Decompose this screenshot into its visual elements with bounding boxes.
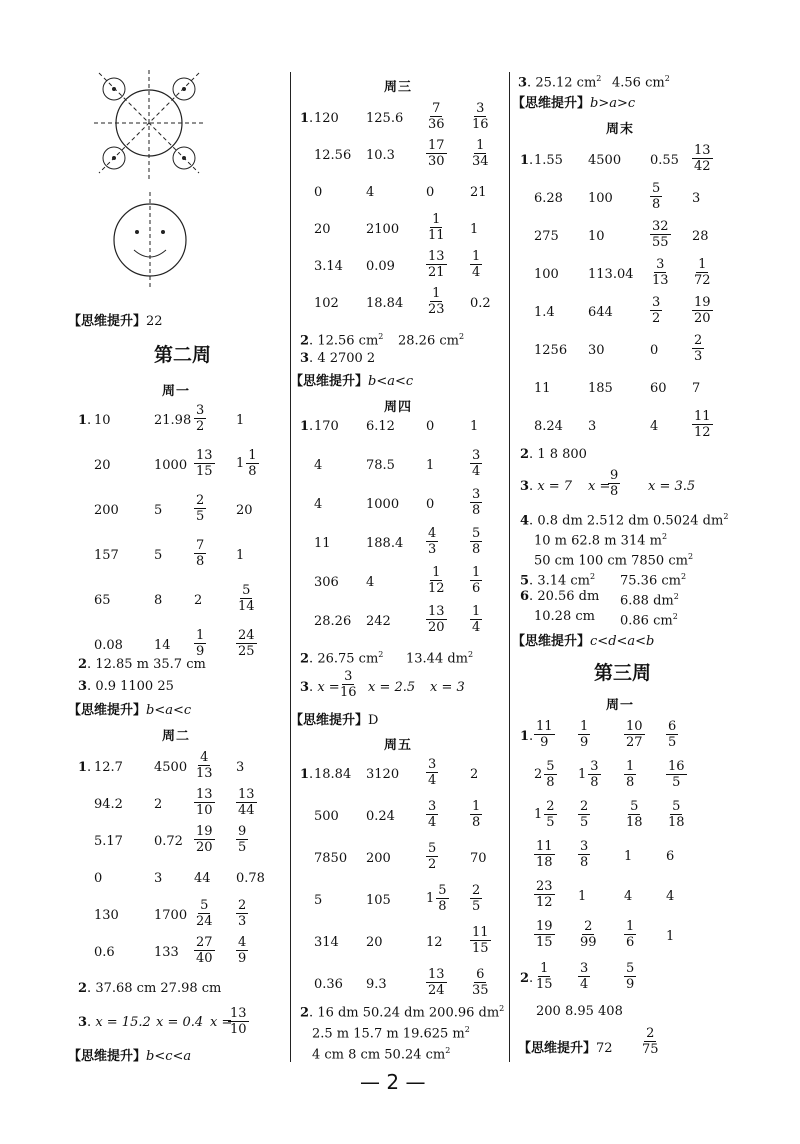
w2d4-cell: 1 [426, 458, 435, 473]
w3d1-cell: $\frac{10}{27}$ [626, 719, 643, 750]
w2d2-cell: 3 [236, 760, 245, 775]
w2d1-cell: 10 [94, 413, 111, 428]
w2d4-cell: 4 [314, 497, 323, 512]
day-weekend: 周末 [606, 122, 635, 137]
we-q5: 5. 3.14 $cm^2$ [520, 572, 596, 589]
w3d1-cell: $\frac{3}{8}$ [580, 839, 589, 870]
w2d3-cell: 1 [470, 222, 479, 237]
w2d5-cell: 1 5 8 [426, 883, 447, 914]
w2d4-cell: 242 [366, 614, 391, 629]
thinking-boost-8: 【思维提升】72 [518, 1041, 613, 1056]
w2d5-cell: $\frac{3}{4}$ [428, 799, 437, 830]
day-tuesday: 周二 [162, 729, 191, 744]
w2d2-q2: 2. 37.68 cm 27.98 cm [78, 981, 222, 996]
we-q2: 2. 1 8 800 [520, 447, 587, 462]
we-q6b: 6.88 $dm^2$ [620, 592, 679, 609]
w3d1-cell: $\frac{5}{18}$ [626, 799, 643, 830]
wkend-cell: 28 [692, 229, 709, 244]
w2d1-cell: 1000 [154, 458, 188, 473]
w2d1-cell: 2 [194, 593, 203, 608]
w2d4-cell: 11 [314, 536, 331, 551]
w2d3-cell: 0 [314, 185, 323, 200]
w2d1-cell: 0.08 [94, 638, 123, 653]
wkend-cell: $\frac{13}{42}$ [694, 143, 711, 174]
w2d1-cell: 65 [94, 593, 111, 608]
w2d4-cell: 6.12 [366, 419, 395, 434]
w2d1-cell: $\frac{7}{8}$ [196, 538, 205, 569]
w3-q2-frac: $\frac{1}{15}$ [536, 961, 553, 992]
w3d1-cell: 1 [578, 889, 587, 904]
w3-q2-line2: 200 8.95 408 [536, 1004, 623, 1019]
wkend-cell: $\frac{19}{20}$ [694, 295, 711, 326]
w2d1-cell: $\frac{2}{5}$ [196, 493, 205, 524]
w2d4-cell: $\frac{3}{8}$ [472, 487, 481, 518]
w2d1-cell: 21.98 [154, 413, 192, 428]
w2d5-cell: 70 [470, 851, 487, 866]
w2d1-q1-label: 1. [78, 413, 92, 428]
circle-symmetry-diagram [94, 70, 204, 185]
we-q6c: 10.28 cm [534, 609, 595, 624]
wkend-cell: 7 [692, 381, 701, 396]
w2d5-cell: $\frac{2}{5}$ [472, 883, 481, 914]
wkend-cell: 11 [534, 381, 551, 396]
w2d1-cell: 200 [94, 503, 119, 518]
w2d4-cell: 28.26 [314, 614, 352, 629]
wkend-cell: 4 [650, 419, 659, 434]
w2d1-cell: 157 [94, 548, 119, 563]
w3d1-cell: $\frac{23}{12}$ [536, 879, 553, 910]
w2d5-cell: $\frac{3}{4}$ [428, 757, 437, 788]
w2d4-q3b: x = 2.5 [368, 680, 416, 695]
w2d3-cell: 102 [314, 296, 339, 311]
we-q5b: 75.36 $cm^2$ [620, 572, 687, 589]
w2d4-cell: $\frac{13}{20}$ [428, 604, 445, 635]
w2d3-cell: 4 [366, 185, 375, 200]
wkend-cell: 3 [692, 191, 701, 206]
wkend-cell: 1.55 [534, 153, 563, 168]
w2d1-cell: 1 [236, 413, 245, 428]
w2d3-cell: 125.6 [366, 111, 404, 126]
w2d5-cell: 12 [426, 935, 443, 950]
week-2-title: 第二周 [154, 344, 212, 366]
w2d5-cell: $\frac{5}{2}$ [428, 841, 437, 872]
w2d5-q2-l3: 4 cm 8 cm 50.24 $cm^2$ [312, 1046, 451, 1063]
wkend-cell: 113.04 [588, 267, 634, 282]
w2d2-cell: $\frac{19}{20}$ [196, 824, 213, 855]
we-q3a: 3. x = 7 [520, 479, 573, 494]
w3d1-cell: $\frac{2}{99}$ [580, 919, 597, 950]
w2d2-cell: 133 [154, 945, 179, 960]
w2d5-q2-l2: 2.5 m 15.7 m 19.625 $m^2$ [312, 1025, 470, 1042]
wkend-cell: 100 [534, 267, 559, 282]
w2d3-q1-label: 1. [300, 111, 314, 126]
w2d1-cell: 20 [94, 458, 111, 473]
w3d1-cell: 2 5 8 [534, 759, 555, 790]
w2d4-cell: 78.5 [366, 458, 395, 473]
w2d3-cell: 21 [470, 185, 487, 200]
w2d2-cell: 1700 [154, 908, 188, 923]
w2d4-cell: 188.4 [366, 536, 404, 551]
wkend-cell: 4500 [588, 153, 622, 168]
w2d2-cell: $\frac{4}{13}$ [196, 750, 213, 781]
w2d3-cell: $\frac{17}{30}$ [428, 138, 445, 169]
w2d2-cell: 5.17 [94, 834, 123, 849]
w2d5-cell: 18.84 [314, 767, 352, 782]
w2d4-cell: $\frac{1}{6}$ [472, 565, 481, 596]
w2d5-cell: 0.24 [366, 809, 395, 824]
w2d5-q1-label: 1. [300, 767, 314, 782]
w2d2-q3c-frac: $\frac{13}{10}$ [230, 1006, 247, 1037]
w2d5-cell: $\frac{6}{35}$ [472, 967, 489, 998]
wkend-cell: 644 [588, 305, 613, 320]
w3d1-cell: 1 2 5 [534, 799, 555, 830]
w3d1-cell: 4 [666, 889, 675, 904]
thinking-boost-5: 【思维提升】D [290, 713, 379, 728]
w3d1-cell: $\frac{11}{18}$ [536, 839, 553, 870]
w3d1-cell: $\frac{1}{6}$ [626, 919, 635, 950]
w3d1-cell: 1 3 8 [578, 759, 599, 790]
w2d3-q2: 2. 12.56 $cm^2$ [300, 332, 384, 349]
we-q6d: 0.86 $cm^2$ [620, 612, 678, 629]
w2d3-cell: $\frac{3}{16}$ [472, 101, 489, 132]
top-q3: 3. 25.12 $cm^2$ [518, 74, 602, 91]
w2d1-cell: 14 [154, 638, 171, 653]
week-3-title: 第三周 [594, 662, 652, 684]
w3d1-cell: $\frac{5}{18}$ [668, 799, 685, 830]
thinking-boost-6: 【思维提升】b>a>c [512, 96, 636, 111]
w2d4-cell: 4 [314, 458, 323, 473]
w2d3-cell: 120 [314, 111, 339, 126]
w2d1-cell: 20 [236, 503, 253, 518]
w2d3-cell: $\frac{1}{34}$ [472, 138, 489, 169]
w3-q2-frac: $\frac{5}{9}$ [626, 961, 635, 992]
w3d1-cell: 1 [666, 929, 675, 944]
w2d1-cell: 8 [154, 593, 163, 608]
w2d1-cell: $\frac{24}{25}$ [238, 628, 255, 659]
w2d5-q2-l1: 2. 16 dm 50.24 dm 200.96 $dm^2$ [300, 1004, 505, 1021]
we-q4-l1: 4. 0.8 dm 2.512 dm 0.5024 $dm^2$ [520, 512, 729, 529]
w2d2-cell: $\frac{4}{9}$ [238, 935, 247, 966]
day-monday: 周一 [162, 384, 191, 399]
w3-q2-frac: $\frac{3}{4}$ [580, 961, 589, 992]
w2d3-cell: 3.14 [314, 259, 343, 274]
w2d3-q3: 3. 4 2700 2 [300, 351, 376, 366]
thinking-boost-1: 【思维提升】22 [68, 314, 163, 329]
wkend-cell: $\frac{11}{12}$ [694, 409, 711, 440]
w2d2-cell: $\frac{2}{3}$ [238, 898, 247, 929]
wkend-cell: $\frac{32}{55}$ [652, 219, 669, 250]
w2d4-cell: $\frac{1}{4}$ [472, 604, 481, 635]
w2d4-cell: 4 [366, 575, 375, 590]
w3d1-cell: 1 [624, 849, 633, 864]
wkend-cell: $\frac{1}{72}$ [694, 257, 711, 288]
w2d3-cell: 10.3 [366, 148, 395, 163]
wkend-cell: 100 [588, 191, 613, 206]
w2d3-cell: 0 [426, 185, 435, 200]
w2d5-cell: $\frac{13}{24}$ [428, 967, 445, 998]
w3-q2-label: 2. [520, 971, 534, 986]
w2d3-cell: 12.56 [314, 148, 352, 163]
w2d4-q3c: x = 3 [430, 680, 465, 695]
wkend-cell: $\frac{3}{2}$ [652, 295, 661, 326]
w2d2-cell: 0 [94, 871, 103, 886]
thinking-boost-7: 【思维提升】c<d<a<b [512, 634, 655, 649]
w2d2-cell: 0.72 [154, 834, 183, 849]
w2d1-q2: 2. 12.85 m 35.7 cm [78, 657, 206, 672]
w2d3-cell: $\frac{1}{23}$ [428, 286, 445, 317]
w3-day-monday: 周一 [606, 698, 635, 713]
column-divider-1 [290, 72, 291, 1062]
w2d4-q3a: 3. x = [300, 680, 340, 695]
wkend-cell: 3 [588, 419, 597, 434]
w2d4-cell: $\frac{4}{3}$ [428, 526, 437, 557]
w2d4-cell: 170 [314, 419, 339, 434]
wkend-cell: 0 [650, 343, 659, 358]
w2d4-q2b: 13.44 $dm^2$ [406, 650, 474, 667]
column-divider-2 [509, 72, 510, 1062]
we-q6: 6. 20.56 dm [520, 589, 600, 604]
wkend-cell: 1.4 [534, 305, 555, 320]
w2d5-cell: 20 [366, 935, 383, 950]
wkend-cell: 0.55 [650, 153, 679, 168]
wkend-cell: 30 [588, 343, 605, 358]
wkend-cell: 60 [650, 381, 667, 396]
w2d2-q3b: x = 0.4 [156, 1015, 204, 1030]
w2d2-cell: 2 [154, 797, 163, 812]
w2d2-cell: 44 [194, 871, 211, 886]
w3d1-cell: 4 [624, 889, 633, 904]
w2d4-cell: 306 [314, 575, 339, 590]
w2d4-q3a-frac: $\frac{3}{16}$ [340, 669, 357, 700]
wkend-cell: $\frac{5}{8}$ [652, 181, 661, 212]
smiley-face-diagram [100, 190, 200, 290]
wkend-cell: 275 [534, 229, 559, 244]
w2d2-cell: $\frac{13}{10}$ [196, 787, 213, 818]
w2d3-cell: 0.2 [470, 296, 491, 311]
w2d5-cell: 200 [366, 851, 391, 866]
w2d3-q2b: 28.26 $cm^2$ [398, 332, 465, 349]
w2d3-cell: 18.84 [366, 296, 404, 311]
w2d1-cell: 5 [154, 503, 163, 518]
wkend-cell: 185 [588, 381, 613, 396]
w2d1-cell: 1 [236, 548, 245, 563]
we-q3b: x = [588, 479, 611, 494]
w2d5-cell: 314 [314, 935, 339, 950]
w2d5-cell: 500 [314, 809, 339, 824]
w3d1-cell: 6 [666, 849, 675, 864]
wkend-cell: 8.24 [534, 419, 563, 434]
w2d1-cell: 5 [154, 548, 163, 563]
we-q4-l2: 10 m 62.8 m 314 $m^2$ [534, 532, 668, 549]
w2d3-cell: 2100 [366, 222, 400, 237]
w2d2-cell: 130 [94, 908, 119, 923]
w2d2-cell: 94.2 [94, 797, 123, 812]
w2d3-cell: 20 [314, 222, 331, 237]
w3d1-cell: $\frac{1}{8}$ [626, 759, 635, 790]
w2d5-cell: 0.36 [314, 977, 343, 992]
w2d2-q1-label: 1. [78, 760, 92, 775]
w2d3-cell: $\frac{7}{36}$ [428, 101, 445, 132]
w2d2-cell: 4500 [154, 760, 188, 775]
w2d2-cell: 0.6 [94, 945, 115, 960]
w3d1-cell: $\frac{6}{5}$ [668, 719, 677, 750]
w3d1-cell: $\frac{16}{5}$ [668, 759, 685, 790]
w2d2-cell: 12.7 [94, 760, 123, 775]
w2d1-cell: $\frac{5}{14}$ [238, 583, 255, 614]
wkend-cell: 1256 [534, 343, 568, 358]
w2d1-cell: $\frac{3}{2}$ [196, 403, 205, 434]
thinking-boost-8-frac: $\frac{2}{75}$ [642, 1026, 659, 1057]
top-q3b: 4.56 $cm^2$ [612, 74, 670, 91]
thinking-boost-2: 【思维提升】b<a<c [68, 703, 192, 718]
w3d1-cell: $\frac{19}{15}$ [536, 919, 553, 950]
w2d5-cell: $\frac{1}{8}$ [472, 799, 481, 830]
w2d1-cell: 1 1 8 [236, 448, 257, 479]
w2d1-cell: $\frac{1}{9}$ [196, 628, 205, 659]
wkend-cell: 10 [588, 229, 605, 244]
w2d2-q3: 3. x = 15.2 [78, 1015, 151, 1030]
w2d3-cell: 0.09 [366, 259, 395, 274]
we-q3b-frac: $\frac{9}{8}$ [610, 468, 619, 499]
w2d2-cell: $\frac{27}{40}$ [196, 935, 213, 966]
day-wednesday: 周三 [384, 80, 413, 95]
wkend-q1-label: 1. [520, 153, 534, 168]
w3d1-cell: $\frac{11}{9}$ [536, 719, 553, 750]
w2d1-q3: 3. 0.9 1100 25 [78, 679, 174, 694]
day-friday: 周五 [384, 738, 413, 753]
w2d5-cell: 7850 [314, 851, 348, 866]
w3d1-q1-label: 1. [520, 729, 534, 744]
we-q3c: x = 3.5 [648, 479, 696, 494]
w2d3-cell: $\frac{1}{11}$ [428, 212, 445, 243]
page-number: — 2 — [360, 1070, 426, 1094]
w2d4-cell: 1000 [366, 497, 400, 512]
thinking-boost-4: 【思维提升】b<a<c [290, 374, 414, 389]
we-q4-l3: 50 cm 100 cm 7850 $cm^2$ [534, 552, 694, 569]
w3d1-cell: $\frac{2}{5}$ [580, 799, 589, 830]
w2d4-cell: 0 [426, 497, 435, 512]
w2d2-cell: $\frac{5}{24}$ [196, 898, 213, 929]
w2d4-cell: $\frac{1}{12}$ [428, 565, 445, 596]
w2d3-cell: $\frac{13}{21}$ [428, 249, 445, 280]
w2d4-cell: $\frac{3}{4}$ [472, 448, 481, 479]
w2d4-cell: 0 [426, 419, 435, 434]
w2d5-cell: 3120 [366, 767, 400, 782]
w2d1-cell: $\frac{13}{15}$ [196, 448, 213, 479]
w2d2-cell: 3 [154, 871, 163, 886]
w2d2-cell: $\frac{9}{5}$ [238, 824, 247, 855]
w2d4-cell: 1 [470, 419, 479, 434]
w3d1-cell: $\frac{1}{9}$ [580, 719, 589, 750]
w2d5-cell: 2 [470, 767, 479, 782]
w2d3-cell: $\frac{1}{4}$ [472, 249, 481, 280]
w2d5-cell: 105 [366, 893, 391, 908]
wkend-cell: $\frac{3}{13}$ [652, 257, 669, 288]
w2d5-cell: 9.3 [366, 977, 387, 992]
day-thursday: 周四 [384, 400, 413, 415]
w2d5-cell: $\frac{11}{15}$ [472, 925, 489, 956]
wkend-cell: 6.28 [534, 191, 563, 206]
w2d2-cell: $\frac{13}{44}$ [238, 787, 255, 818]
w2d2-q3c: x = [210, 1015, 233, 1030]
w2d2-cell: 0.78 [236, 871, 265, 886]
thinking-boost-3: 【思维提升】b<c<a [68, 1049, 192, 1064]
wkend-cell: $\frac{2}{3}$ [694, 333, 703, 364]
w2d4-q2: 2. 26.75 $cm^2$ [300, 650, 384, 667]
w2d4-cell: $\frac{5}{8}$ [472, 526, 481, 557]
w2d4-q1-label: 1. [300, 419, 314, 434]
w2d5-cell: 5 [314, 893, 323, 908]
